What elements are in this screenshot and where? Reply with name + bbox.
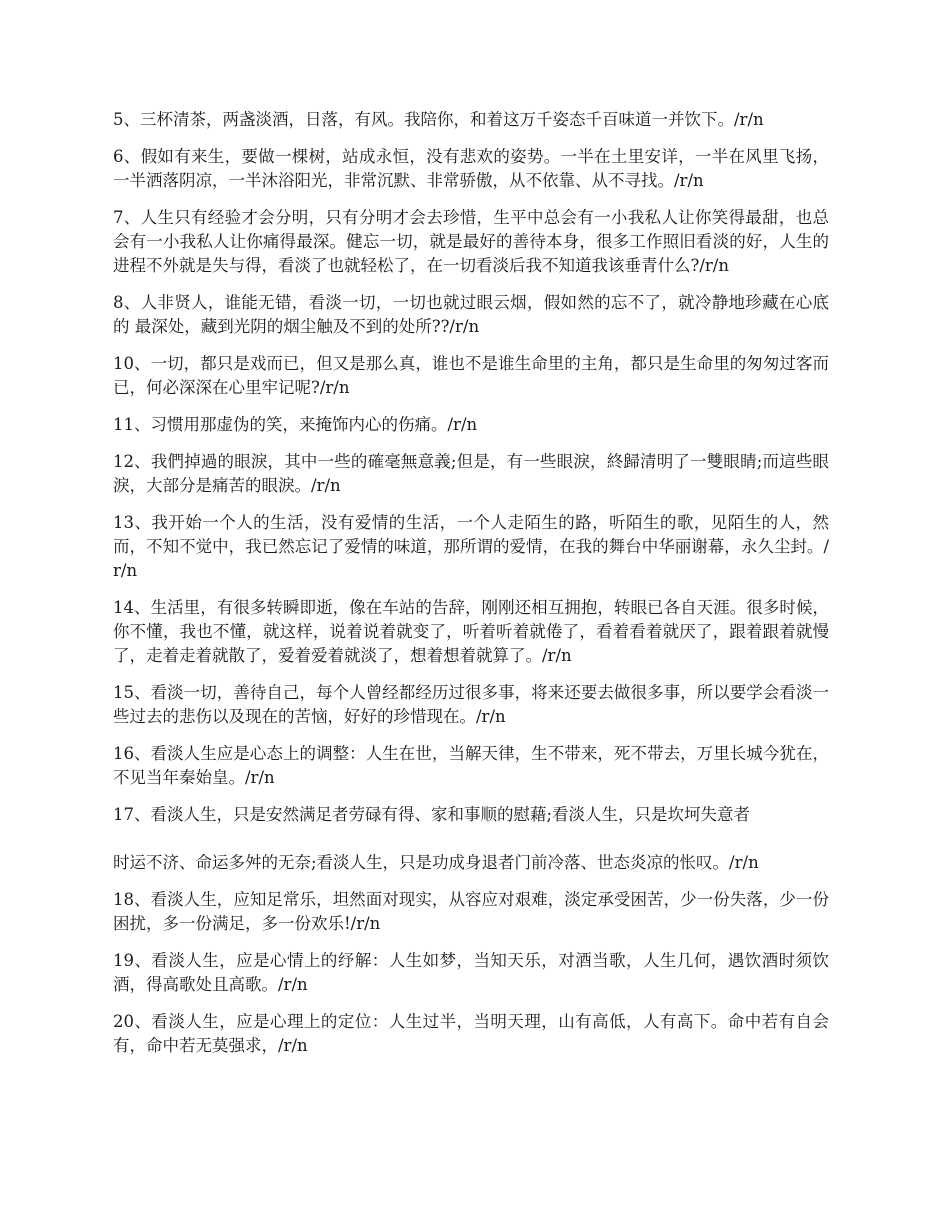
paragraph-10: 10、一切，都只是戏而已，但又是那么真，谁也不是谁生命里的主角，都只是生命里的匆匆过客而已，何必深深在心里牢记呢?/r/n	[113, 354, 829, 397]
paragraph-5: 5、三杯清茶，两盏淡酒，日落，有风。我陪你，和着这万千姿态千百味道一并饮下。/r/n	[113, 110, 764, 129]
paragraph-17-part-1: 17、看淡人生，只是安然满足者劳碌有得、家和事顺的慰藉;看淡人生，只是坎坷失意者	[113, 805, 751, 824]
document-body	[113, 108, 829, 1071]
paragraph-18: 18、看淡人生，应知足常乐，坦然面对现实，从容应对艰难，淡定承受困苦，少一份失落，少一份困扰，多一份满足，多一份欢乐!/r/n	[113, 890, 829, 933]
paragraph-19: 19、看淡人生，应是心情上的纾解：人生如梦，当知天乐，对酒当歌，人生几何，遇饮酒时须饮酒，得高歌处且高歌。/r/n	[113, 951, 829, 994]
paragraph-12: 12、我們掉過的眼淚，其中一些的確毫無意義;但是，有一些眼淚，終歸清明了一雙眼睛;而這些眼淚，大部分是痛苦的眼淚。/r/n	[113, 452, 829, 495]
paragraph-20: 20、看淡人生，应是心理上的定位：人生过半，当明天理，山有高低，人有高下。命中若有自会有，命中若无莫强求，/r/n	[113, 1012, 829, 1055]
paragraph-17-part-2: 时运不济、命运多舛的无奈;看淡人生，只是功成身退者门前冷落、世态炎凉的怅叹。/r/n	[113, 853, 759, 872]
paragraph-15: 15、看淡一切，善待自己，每个人曾经都经历过很多事，将来还要去做很多事，所以要学会看淡一些过去的悲伤以及现在的苦恼，好好的珍惜现在。/r/n	[113, 683, 829, 726]
paragraph-14: 14、生活里，有很多转瞬即逝，像在车站的告辞，刚刚还相互拥抱，转眼已各自天涯。很多时候，你不懂，我也不懂，就这样，说着说着就变了，听着听着就倦了，看着看着就厌了，跟着跟着就慢了，走着走着就散了，爱着爱着就淡了，想着想着就算了。/r/n	[113, 598, 829, 665]
paragraph-13: 13、我开始一个人的生活，没有爱情的生活，一个人走陌生的路，听陌生的歌，见陌生的人，然而，不知不觉中，我已然忘记了爱情的味道，那所谓的爱情，在我的舞台中华丽谢幕，永久尘封。/r/n	[113, 513, 829, 580]
paragraph-11: 11、习惯用那虚伪的笑，来掩饰内心的伤痛。/r/n	[113, 415, 478, 434]
paragraph-6: 6、假如有来生，要做一棵树，站成永恒，没有悲欢的姿势。一半在土里安详，一半在风里飞扬，一半洒落阴凉，一半沐浴阳光，非常沉默、非常骄傲，从不依靠、从不寻找。/r/n	[113, 147, 829, 190]
paragraph-7: 7、人生只有经验才会分明，只有分明才会去珍惜，生平中总会有一小我私人让你笑得最甜，也总会有一小我私人让你痛得最深。健忘一切，就是最好的善待本身，很多工作照旧看淡的好，人生的进程不外就是失与得，看淡了也就轻松了，在一切看淡后我不知道我该垂青什么?/r/n	[113, 208, 829, 275]
paragraph-8: 8、人非贤人，谁能无错，看淡一切，一切也就过眼云烟，假如然的忘不了，就冷静地珍藏在心底的 最深处，藏到光阴的烟尘触及不到的处所??/r/n	[113, 293, 829, 336]
paragraph-16: 16、看淡人生应是心态上的调整：人生在世，当解天律，生不带来，死不带去，万里长城今犹在，不见当年秦始皇。/r/n	[113, 744, 829, 787]
